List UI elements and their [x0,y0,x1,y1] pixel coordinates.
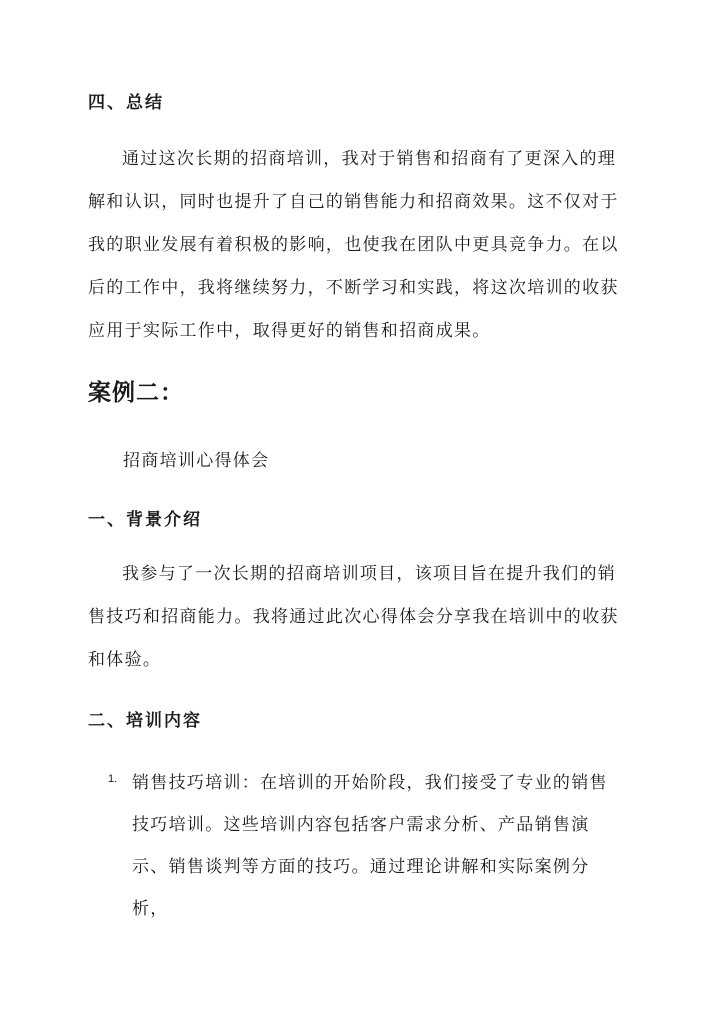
background-heading: 一、背景介绍 [88,510,202,530]
background-paragraph: 我参与了一次长期的招商培训项目，该项目旨在提升我们的销售技巧和招商能力。我将通过此次心得体会分享我在培训中的收获和体验。 [88,564,619,670]
case-title: 案例二： [88,380,184,406]
summary-heading: 四、总结 [88,93,164,113]
summary-paragraph: 通过这次长期的招商培训，我对于销售和招商有了更深入的理解和认识，同时也提升了自己的销售能力和招商效果。这不仅对于我的职业发展有着积极的影响，也使我在团队中更具竞争力。在以后的工作中，我将继续努力，不断学习和实践，将这次培训的收获应用于实际工作中，取得更好的销售和招商成果。 [88,149,619,341]
list-item-number: 1. [108,773,118,785]
list-item-text: 销售技巧培训：在培训的开始阶段，我们接受了专业的销售技巧培训。这些培训内容包括客户需求分析、产品销售演示、销售谈判等方面的技巧。通过理论讲解和实际案例分析， [132,773,608,919]
content-heading: 二、培训内容 [88,711,202,731]
case-subtitle: 招商培训心得体会 [123,451,270,471]
